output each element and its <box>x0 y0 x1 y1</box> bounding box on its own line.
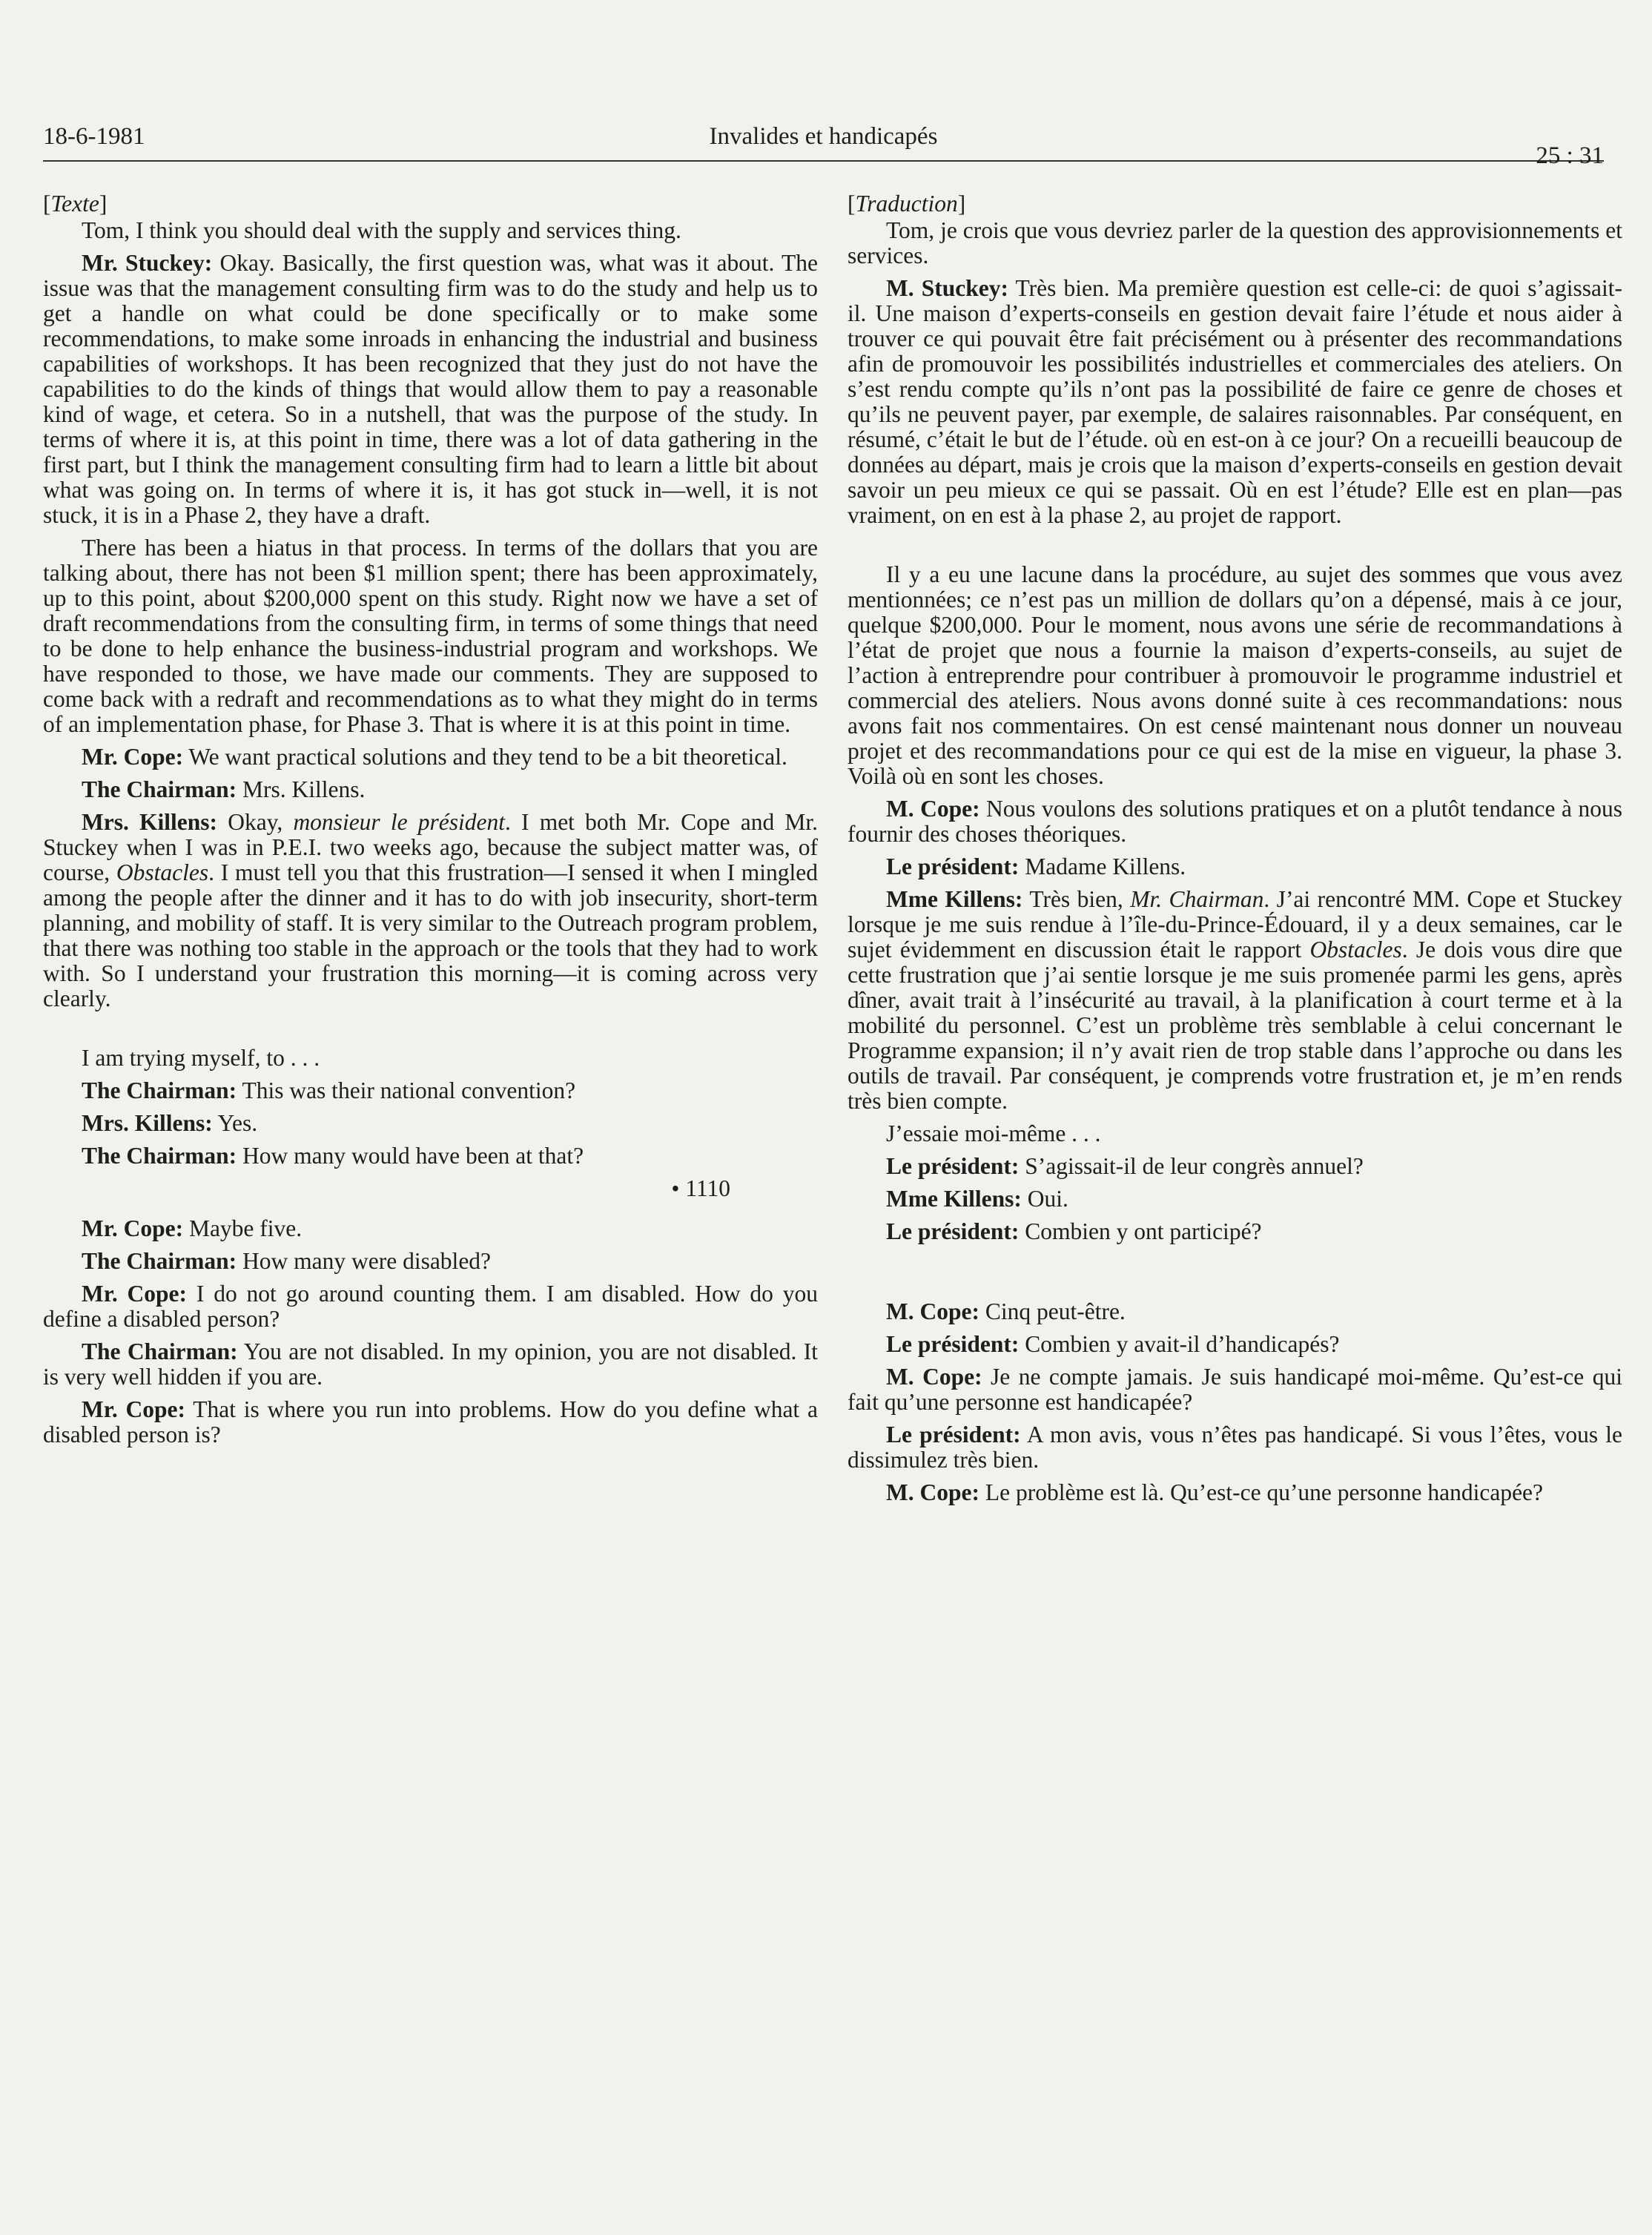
paragraph: Le président: A mon avis, vous n’êtes pas handicapé. Si vous l’êtes, vous le dissimulez très bien. <box>848 1422 1622 1473</box>
section-tag: [Texte] <box>43 191 108 217</box>
speaker-name: Mr. Cope: <box>82 1396 185 1422</box>
french-column <box>848 191 1622 1513</box>
paragraph: Le président: Combien y avait-il d’handicapés? <box>886 1331 1340 1357</box>
paragraph: I am trying myself, to . . . <box>82 1045 320 1071</box>
page-header <box>43 119 1604 169</box>
header-page-number: 25 : 31 <box>1536 142 1604 169</box>
paragraph: The Chairman: Mrs. Killens. <box>82 776 366 802</box>
paragraph: The Chairman: You are not disabled. In my opinion, you are not disabled. It is very well hidden if you are. <box>43 1338 818 1390</box>
speaker-name: Le président: <box>886 1218 1020 1244</box>
paragraph: The Chairman: How many were disabled? <box>82 1248 492 1274</box>
english-column <box>43 191 818 1455</box>
speaker-name: The Chairman: <box>82 1077 237 1103</box>
speaker-name: M. Cope: <box>886 1479 979 1505</box>
speaker-name: Mrs. Killens: <box>82 809 218 835</box>
speaker-name: Le président: <box>886 1153 1020 1179</box>
paragraph: M. Cope: Je ne compte jamais. Je suis handicapé moi-même. Qu’est-ce qui fait qu’une personne est handicapée? <box>848 1364 1622 1415</box>
paragraph: Le président: S’agissait-il de leur congrès annuel? <box>886 1153 1364 1179</box>
speaker-name: Mr. Cope: <box>82 1215 184 1241</box>
speaker-name: Mr. Stuckey: <box>82 250 213 276</box>
header-date: 18-6-1981 <box>43 123 145 150</box>
paragraph: Mr. Stuckey: Okay. Basically, the first question was, what was it about. The issue was that the management consulting firm was to do the study and help us to get a handle on what could be done specifically or to make some recommendations, to make some inroads in enhancing the industrial and business capabilities of workshops. It has been recognized that they just do not have the capabilities to do the kinds of things that would allow them to pay a reasonable kind of wage, et cetera. So in a nutshell, that was the purpose of the study. In terms of where it is, at this point in time, there was a lot of data gathering in the first part, but I think the management consulting firm had to learn a little bit about what was going on. In terms of where it is, it has got stuck in—well, it is not stuck, it is in a Phase 2, they have a draft. <box>43 250 819 528</box>
paragraph: Tom, I think you should deal with the supply and services thing. <box>82 217 681 243</box>
speaker-name: M. Cope: <box>886 796 980 822</box>
speaker-name: Le président: <box>886 1331 1020 1357</box>
paragraph: Mrs. Killens: Yes. <box>82 1110 258 1136</box>
speaker-name: M. Cope: <box>886 1364 982 1390</box>
paragraph: Le président: Madame Killens. <box>886 854 1186 879</box>
time-marker: • 1110 <box>671 1175 730 1201</box>
paragraph: Mrs. Killens: Okay, monsieur le président. I met both Mr. Cope and Mr. Stuckey when I was in P.E.I. two weeks ago, because the subject matter was, of course, Obstacles. I must tell you that this frustration—I sensed it when I mingled among the people after the dinner and it has to do with job insecurity, short-term planning, and mobility of staff. It is very similar to the Outreach program problem, that there was nothing too stable in the approach or the tools that they had to work with. So I understand your frustration this morning—it is coming across very clearly. <box>43 809 819 1011</box>
speaker-name: M. Cope: <box>886 1298 979 1324</box>
speaker-name: Mme Killens: <box>886 886 1023 912</box>
paragraph: Mr. Cope: Maybe five. <box>82 1215 303 1241</box>
paragraph: Le président: Combien y ont participé? <box>886 1218 1262 1244</box>
speaker-name: M. Stuckey: <box>886 275 1008 301</box>
speaker-name: Mme Killens: <box>886 1186 1022 1212</box>
speaker-name: The Chairman: <box>82 776 237 802</box>
speaker-name: Mr. Cope: <box>82 744 184 770</box>
paragraph: The Chairman: This was their national convention? <box>82 1077 576 1103</box>
speaker-name: Le président: <box>886 1422 1021 1447</box>
speaker-name: Mrs. Killens: <box>82 1110 213 1136</box>
header-title: Invalides et handicapés <box>709 123 938 150</box>
paragraph: The Chairman: How many would have been at that? <box>82 1143 584 1169</box>
paragraph: Mme Killens: Très bien, Mr. Chairman. J’ai rencontré MM. Cope et Stuckey lorsque je me suis rendue à l’île-du-Prince-Édouard, il y a deux semaines, car le sujet évidemment en discussion était le rapport Obstacles. Je dois vous dire que cette frustration que j’ai sentie lorsque je me suis promenée parmi les gens, après dîner, avait trait à l’insécurité au travail, à la planification à court terme et à la mobilité du personnel. C’est un problème très semblable à celui concernant le Programme expansion; il n’y avait rien de trop stable dans l’approche ou dans les outils de travail. Par conséquent, je comprends votre frustration et, je m’en rends très bien compte. <box>848 886 1622 1114</box>
paragraph: J’essaie moi-même . . . <box>886 1120 1101 1146</box>
paragraph: Mr. Cope: I do not go around counting them. I am disabled. How do you define a disabled person? <box>43 1281 818 1332</box>
paragraph: Mme Killens: Oui. <box>886 1186 1068 1212</box>
paragraph: Mr. Cope: We want practical solutions and they tend to be a bit theoretical. <box>82 744 787 770</box>
paragraph: Mr. Cope: That is where you run into problems. How do you define what a disabled person is? <box>43 1396 818 1447</box>
section-tag: [Traduction] <box>848 191 966 217</box>
paragraph: Tom, je crois que vous devriez parler de la question des approvisionnements et services. <box>848 217 1622 268</box>
speaker-name: Mr. Cope: <box>82 1281 188 1307</box>
speaker-name: The Chairman: <box>82 1143 237 1169</box>
paragraph: M. Stuckey: Très bien. Ma première question est celle-ci: de quoi s’agissait-il. Une maison d’experts-conseils en gestion devait faire l’étude et nous aider à trouver ce qui pouvait être fait précisément ou à présenter des recommandations afin de promouvoir les possibilités industrielles et commerciales des ateliers. On s’est rendu compte qu’ils n’ont pas la possibilité de faire ce genre de choses et qu’ils ne peuvent payer, par exemple, de salaires raisonnables. Par conséquent, en résumé, c’était le but de l’étude. où en est-on à ce jour? On a recueilli beaucoup de données au départ, mais je crois que la maison d’experts-conseils en gestion devait savoir un peu mieux ce qui se passait. Où en est l’étude? Elle est en plan—pas vraiment, on en est à la phase 2, au projet de rapport. <box>848 275 1622 528</box>
paragraph: M. Cope: Le problème est là. Qu’est-ce qu’une personne handicapée? <box>886 1479 1544 1505</box>
paragraph: M. Cope: Cinq peut-être. <box>886 1298 1126 1324</box>
speaker-name: The Chairman: <box>82 1338 238 1364</box>
speaker-name: Le président: <box>886 854 1020 879</box>
paragraph: Il y a eu une lacune dans la procédure, au sujet des sommes que vous avez mentionnées; ce n’est pas un million de dollars qu’on a dépensé, mais à ce jour, quelque $200,000. Pour le moment, nous avons une série de recommandations à l’état de projet que nous a fournie la maison d’experts-conseils, au sujet de l’action à entreprendre pour contribuer à promouvoir le programme industriel et commercial des ateliers. Nous avons donné suite à ces recommandations: nous avons fait nos commentaires. On est censé maintenant nous donner un nouveau projet et des recommandations pour ce qui est de la mise en vigueur, la phase 3. Voilà où en sont les choses. <box>848 561 1622 789</box>
speaker-name: The Chairman: <box>82 1248 237 1274</box>
paragraph: M. Cope: Nous voulons des solutions pratiques et on a plutôt tendance à nous fournir des choses théoriques. <box>848 796 1622 847</box>
paragraph: There has been a hiatus in that process. In terms of the dollars that you are talking about, there has not been $1 million spent; there has been approximately, up to this point, about $200,000 spent on this study. Right now we have a set of draft recommendations from the consulting firm, in terms of some things that need to be done to help enhance the business-industrial program and workshops. We have responded to those, we have made our comments. They are supposed to come back with a redraft and recommendations as to what they might do in terms of an implementation phase, for Phase 3. That is where it is at this point in time. <box>43 535 818 737</box>
